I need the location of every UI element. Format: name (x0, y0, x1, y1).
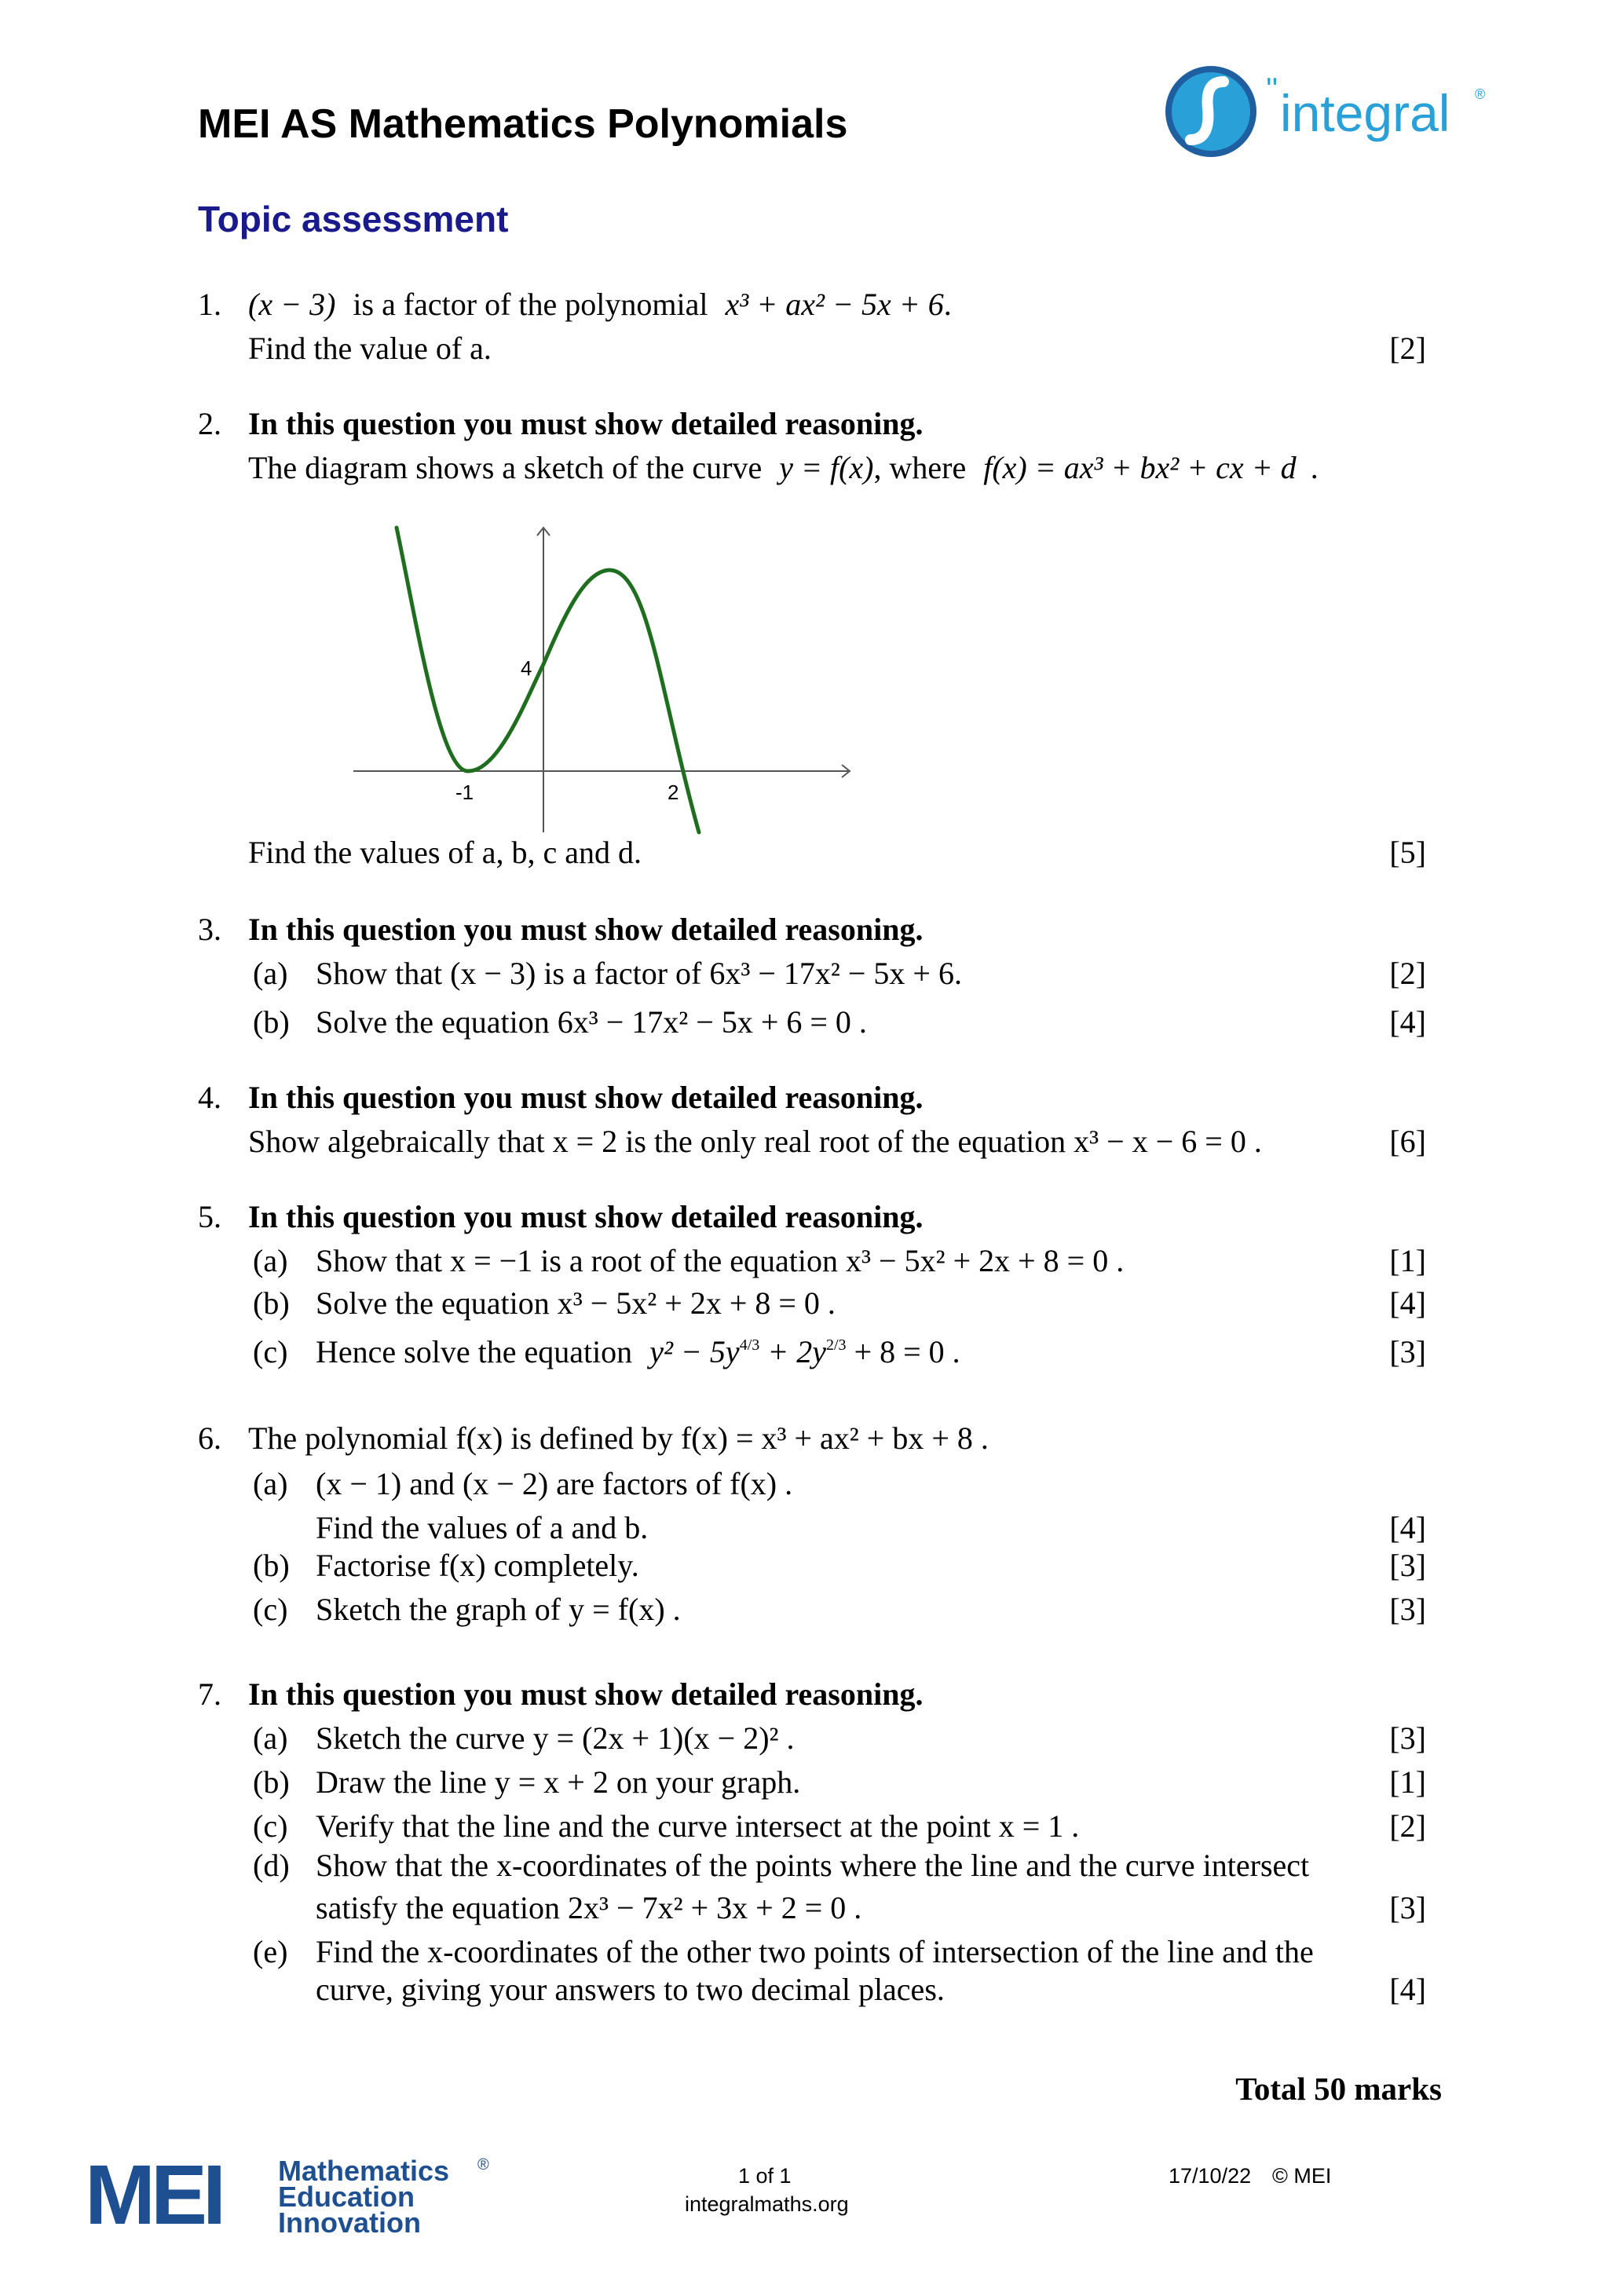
q4-number: 4. (198, 1080, 221, 1115)
q7b-label: (b) (253, 1764, 290, 1800)
q3-number: 3. (198, 912, 221, 947)
mei-logo (85, 2147, 509, 2243)
q1-text: is a factor of the polynomial (353, 287, 708, 322)
q7b-text: Draw the line y = x + 2 on your graph. (316, 1764, 801, 1800)
q3b-text: Solve the equation 6x³ − 17x² − 5x + 6 = 0 . (316, 1004, 867, 1040)
q3-reasoning-note: In this question you must show detailed reasoning. (248, 912, 924, 947)
q5a-label: (a) (253, 1243, 288, 1278)
label-x-pos: 2 (668, 781, 679, 804)
q5b-text: Solve the equation x³ − 5x² + 2x + 8 = 0 . (316, 1285, 836, 1321)
q5a-text: Show that x = −1 is a root of the equation x³ − 5x² + 2x + 8 = 0 . (316, 1243, 1125, 1278)
q7b-mark: [1] (1389, 1764, 1426, 1800)
q6c-mark: [3] (1389, 1592, 1426, 1627)
label-y-intercept: 4 (521, 656, 532, 680)
q5b-mark: [4] (1389, 1285, 1426, 1321)
q2-reasoning-note: In this question you must show detailed reasoning. (248, 406, 924, 441)
q3a-mark: [2] (1389, 956, 1426, 991)
q2-line2 (248, 452, 1319, 484)
mei-logo-letters: MEI (85, 2147, 222, 2242)
q7d-text: Show that the x-coordinates of the points where the line and the curve intersect (316, 1848, 1310, 1883)
q4-text: Show algebraically that x = 2 is the only real root of the equation x³ − x − 6 = 0 . (248, 1124, 1262, 1159)
q5-reasoning-note: In this question you must show detailed reasoning. (248, 1199, 924, 1234)
q7e-label: (e) (253, 1934, 288, 1969)
q6c-text: Sketch the graph of y = f(x) . (316, 1592, 681, 1627)
q6a-label: (a) (253, 1466, 288, 1501)
q2-number: 2. (198, 406, 221, 441)
q1-mark: [2] (1389, 331, 1426, 366)
q3b-label: (b) (253, 1004, 290, 1040)
q7c-text: Verify that the line and the curve intersect at the point x = 1 . (316, 1808, 1080, 1844)
q7-reasoning-note: In this question you must show detailed reasoning. (248, 1676, 924, 1712)
q6a-text: (x − 1) and (x − 2) are factors of f(x) . (316, 1466, 793, 1501)
mei-line3: Innovation (278, 2206, 421, 2239)
q1-factor: (x − 3) (248, 287, 336, 322)
q5c-exp2: 2/3 (826, 1336, 847, 1354)
q7a-mark: [3] (1389, 1720, 1426, 1756)
page-number: 1 of 1 (738, 2164, 792, 2188)
q5c-label: (c) (253, 1334, 288, 1369)
integral-logo: '' integral ® (1162, 61, 1492, 163)
q2-text-c: , where (873, 450, 967, 485)
q3b-mark: [4] (1389, 1004, 1426, 1040)
q4-reasoning-note: In this question you must show detailed reasoning. (248, 1080, 924, 1115)
q5c-term1: y² − 5y (649, 1334, 740, 1369)
q5c-text (316, 1336, 960, 1368)
q6b-text: Factorise f(x) completely. (316, 1548, 639, 1583)
q7e-mark: [4] (1389, 1972, 1426, 2007)
page-title: MEI AS Mathematics Polynomials (198, 101, 848, 147)
q6a-text2: Find the values of a and b. (316, 1510, 649, 1545)
q1-line1 (248, 289, 952, 320)
mei-reg: ® (477, 2156, 489, 2174)
q7a-label: (a) (253, 1720, 288, 1756)
q2-function: f(x) = ax³ + bx² + cx + d (983, 450, 1297, 485)
q7d-mark: [3] (1389, 1890, 1426, 1925)
q3a-label: (a) (253, 956, 288, 991)
q5-number: 5. (198, 1199, 221, 1234)
q5b-label: (b) (253, 1285, 290, 1321)
q5a-mark: [1] (1389, 1243, 1426, 1278)
q1-number: 1. (198, 287, 221, 322)
q6-text: The polynomial f(x) is defined by f(x) = x³ + ax² + bx + 8 . (248, 1420, 989, 1456)
q2-line3: Find the values of a, b, c and d. (248, 835, 642, 870)
q2-curve: y = f(x) (779, 450, 874, 485)
q3a-text: Show that (x − 3) is a factor of 6x³ − 17x² − 5x + 6. (316, 956, 962, 991)
q2-period: . (1310, 450, 1319, 485)
footer-copyright: © MEI (1272, 2164, 1332, 2188)
q5c-term3: + 8 = 0 . (854, 1334, 960, 1369)
q6b-mark: [3] (1389, 1548, 1426, 1583)
q7c-label: (c) (253, 1808, 288, 1844)
q5c-text-a: Hence solve the equation (316, 1334, 633, 1369)
q7-number: 7. (198, 1676, 221, 1712)
q2-cubic-graph (338, 518, 864, 840)
section-title: Topic assessment (198, 199, 509, 239)
q7e-text: Find the x-coordinates of the other two points of intersection of the line and the (316, 1934, 1314, 1969)
q1-line2: Find the value of a. (248, 331, 492, 366)
q5c-exp1: 4/3 (739, 1336, 760, 1354)
q5c-term2: + 2y (767, 1334, 826, 1369)
q6a-mark: [4] (1389, 1510, 1426, 1545)
integral-logo-reg: ® (1475, 86, 1486, 102)
cubic-curve (397, 528, 699, 832)
q7a-text: Sketch the curve y = (2x + 1)(x − 2)² . (316, 1720, 795, 1756)
footer-date: 17/10/22 (1169, 2164, 1252, 2188)
q6-number: 6. (198, 1420, 221, 1456)
q1-polynomial: x³ + ax² − 5x + 6 (725, 287, 944, 322)
q2-text-a: The diagram shows a sketch of the curve (248, 450, 763, 485)
mei-line2: Education (278, 2181, 415, 2213)
q6b-label: (b) (253, 1548, 290, 1583)
q7d-text2: satisfy the equation 2x³ − 7x² + 3x + 2 = 0 . (316, 1890, 862, 1925)
q7d-label: (d) (253, 1848, 290, 1883)
site-url: integralmaths.org (685, 2192, 849, 2216)
q2-mark: [5] (1389, 835, 1426, 870)
q5c-mark: [3] (1389, 1334, 1426, 1369)
q6c-label: (c) (253, 1592, 288, 1627)
mei-logo-words (278, 2155, 450, 2239)
q7c-mark: [2] (1389, 1808, 1426, 1844)
mei-line1: Mathematics (278, 2155, 450, 2187)
integral-logo-text: integral (1280, 84, 1450, 142)
label-x-neg: -1 (455, 781, 474, 804)
total-marks: Total 50 marks (1235, 2071, 1442, 2107)
q7e-text2: curve, giving your answers to two decimal places. (316, 1972, 945, 2007)
q4-mark: [6] (1389, 1124, 1426, 1159)
integral-logo-icon (1162, 61, 1264, 163)
q1-period: . (943, 287, 952, 322)
